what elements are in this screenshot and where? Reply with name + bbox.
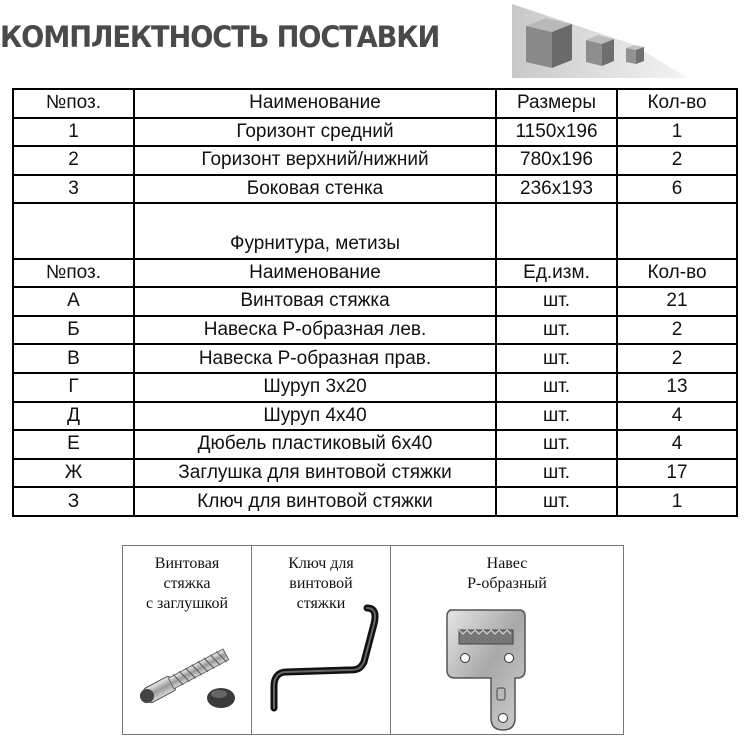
table-cell: шт.	[496, 459, 617, 488]
cubes-logo-icon	[512, 4, 688, 78]
table-cell: Г	[13, 373, 134, 402]
table-cell: Б	[13, 316, 134, 345]
table-cell: 2	[617, 316, 737, 345]
table-cell: Е	[13, 430, 134, 459]
table-cell: Шуруп 3x20	[134, 373, 496, 402]
hardware-illustrations	[122, 545, 624, 735]
empty-cell	[13, 203, 134, 231]
table-row	[13, 373, 737, 402]
table-cell: Боковая стенка	[134, 175, 496, 204]
table-row	[13, 287, 737, 316]
caption-line: стяжка	[163, 575, 211, 592]
header-cell: Наименование	[134, 89, 496, 118]
table-row	[13, 487, 737, 516]
table-cell: шт.	[496, 402, 617, 431]
header-cell: Размеры	[496, 89, 617, 118]
screw-panel	[123, 546, 252, 734]
table-row	[13, 146, 737, 175]
section-title: Фурнитура, метизы	[134, 231, 496, 259]
caption-line: Ключ для	[288, 555, 354, 572]
table-cell: Заглушка для винтовой стяжки	[134, 459, 496, 488]
table-cell: 1	[617, 487, 737, 516]
table-cell: 2	[13, 146, 134, 175]
table-cell: 6	[617, 175, 737, 204]
table-row	[13, 118, 737, 147]
p-shaped-hinge-icon	[391, 546, 623, 734]
table-row	[13, 316, 737, 345]
table-cell: Горизонт верхний/нижний	[134, 146, 496, 175]
table-cell: Дюбель пластиковый 6x40	[134, 430, 496, 459]
empty-cell	[134, 203, 496, 231]
empty-cell	[617, 231, 737, 259]
table-cell: В	[13, 344, 134, 373]
table-cell: А	[13, 287, 134, 316]
table-cell: Ж	[13, 459, 134, 488]
table-cell: 1150x196	[496, 118, 617, 147]
table-cell: Навеска Р-образная прав.	[134, 344, 496, 373]
header-cell: Кол-во	[617, 259, 737, 288]
header-cell: Ед.изм.	[496, 259, 617, 288]
table-cell: Шуруп 4x40	[134, 402, 496, 431]
screw-with-cap-icon	[123, 546, 251, 734]
empty-row	[13, 203, 737, 231]
table-cell: Винтовая стяжка	[134, 287, 496, 316]
table-cell: шт.	[496, 430, 617, 459]
table-cell: 4	[617, 430, 737, 459]
table-cell: 236x193	[496, 175, 617, 204]
section-title-row	[13, 231, 737, 259]
header-cell: Кол-во	[617, 89, 737, 118]
table-cell: Навеска Р-образная лев.	[134, 316, 496, 345]
table-cell: 13	[617, 373, 737, 402]
table-header-row	[13, 259, 737, 288]
table-cell: шт.	[496, 344, 617, 373]
table-cell: 4	[617, 402, 737, 431]
table-cell: шт.	[496, 373, 617, 402]
caption-line: с заглушкой	[145, 595, 229, 612]
table-cell: 1	[13, 118, 134, 147]
caption-line: стяжки	[296, 595, 346, 612]
empty-cell	[13, 231, 134, 259]
table-cell: 2	[617, 146, 737, 175]
table-cell: 17	[617, 459, 737, 488]
table-cell: 1	[617, 118, 737, 147]
page-title: КОМПЛЕКТНОСТЬ ПОСТАВКИ	[0, 20, 440, 54]
table-row	[13, 430, 737, 459]
table-cell: 780x196	[496, 146, 617, 175]
table-row	[13, 402, 737, 431]
table-cell: 3	[13, 175, 134, 204]
caption-line: Винтовая	[154, 555, 220, 572]
table-cell: Горизонт средний	[134, 118, 496, 147]
empty-cell	[496, 203, 617, 231]
table-cell: Д	[13, 402, 134, 431]
empty-cell	[617, 203, 737, 231]
empty-cell	[496, 231, 617, 259]
hex-key-icon	[252, 546, 390, 734]
caption-line: Р-образный	[467, 575, 547, 592]
header-cell: Наименование	[134, 259, 496, 288]
header-cell: №поз.	[13, 89, 134, 118]
table-cell: 21	[617, 287, 737, 316]
table-row	[13, 459, 737, 488]
table-header-row	[13, 89, 737, 118]
table-row	[13, 344, 737, 373]
table-cell: шт.	[496, 316, 617, 345]
key-panel	[252, 546, 391, 734]
table-cell: шт.	[496, 487, 617, 516]
table-cell: Ключ для винтовой стяжки	[134, 487, 496, 516]
table-row	[13, 175, 737, 204]
table-cell: З	[13, 487, 134, 516]
header-cell: №поз.	[13, 259, 134, 288]
caption-line: винтовой	[289, 575, 353, 592]
delivery-table	[12, 88, 738, 517]
table-cell: шт.	[496, 287, 617, 316]
caption-line: Навес	[486, 555, 528, 572]
hinge-panel	[391, 546, 623, 734]
table-cell: 2	[617, 344, 737, 373]
